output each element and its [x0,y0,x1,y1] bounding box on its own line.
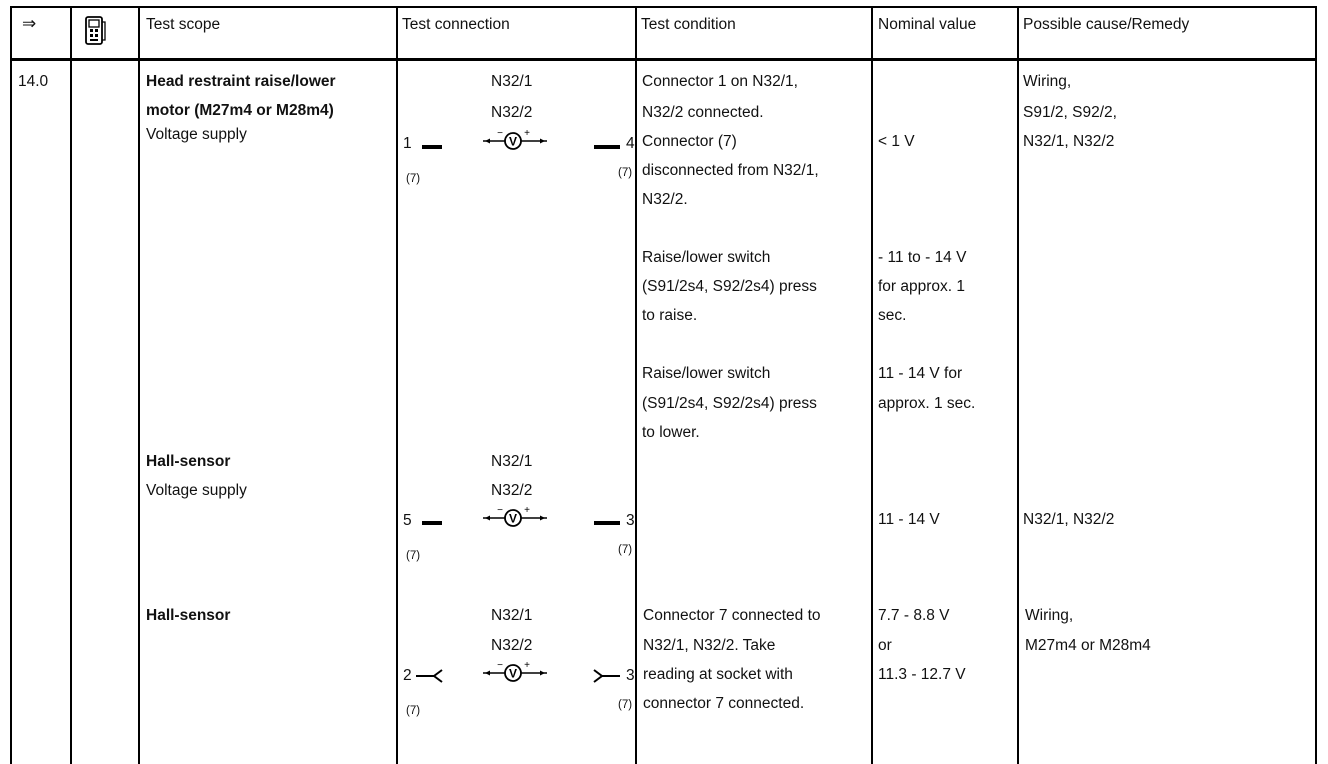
nominal-line: for approx. 1 [878,278,966,295]
pin-right: 3 [626,667,635,684]
cause-line: M27m4 or M28m4 [1025,637,1151,654]
socket-right-symbol [592,668,622,684]
col-border-2 [138,6,140,764]
voltmeter-minus: − [497,662,503,671]
scope-subtitle: Voltage supply [146,126,247,143]
nominal-line: 7.7 - 8.8 V [878,607,950,624]
pin-left-wire [422,145,442,149]
cond-line: Raise/lower switch [642,249,771,266]
nominal-line: 11 - 14 V for [878,365,963,382]
nominal-line: or [878,637,892,654]
voltmeter-symbol [483,130,547,152]
tester-icon [84,16,106,46]
voltmeter-plus: + [524,662,530,671]
cond-line: Connector (7) [642,133,737,150]
scope-title-line2: motor (M27m4 or M28m4) [146,102,334,119]
step-number: 14.0 [18,73,49,90]
voltmeter-symbol [483,662,547,684]
scope-subtitle: Voltage supply [146,482,247,499]
voltmeter-plus: + [524,130,530,139]
conn-label-2: N32/2 [491,637,533,654]
table-top-border [10,6,1317,8]
col-border-3 [396,6,398,764]
pin-left-connector: (7) [406,173,421,185]
voltmeter-v: V [508,511,518,526]
voltmeter-minus: − [497,507,503,516]
cond-line: disconnected from N32/1, [642,162,819,179]
cond-line: Connector 1 on N32/1, [642,73,798,90]
pin-right-connector: (7) [618,544,633,556]
cause-line: S91/2, S92/2, [1023,104,1117,121]
voltmeter-plus: + [524,507,530,516]
conn-label-1: N32/1 [491,453,533,470]
cause-line: Wiring, [1023,73,1072,90]
pin-left: 1 [403,135,412,152]
col-border-6 [1017,6,1019,764]
nominal-value: 11 - 14 V [878,511,940,528]
arrow-icon: ⇒ [22,14,37,33]
nominal-line: - 11 to - 14 V [878,249,967,266]
cause-line: N32/1, N32/2 [1023,133,1115,150]
cond-line: reading at socket with [643,666,793,683]
conn-label-1: N32/1 [491,73,533,90]
cond-line: (S91/2s4, S92/2s4) press [642,395,817,412]
header-possible-cause: Possible cause/Remedy [1023,16,1190,33]
cause-value: N32/1, N32/2 [1023,511,1115,528]
header-test-scope: Test scope [146,16,221,33]
conn-label-2: N32/2 [491,104,533,121]
col-border-4 [635,6,637,764]
header-nominal-value: Nominal value [878,16,977,33]
nominal-line: approx. 1 sec. [878,395,976,412]
conn-label-1: N32/1 [491,607,533,624]
pin-left-wire [422,521,442,525]
cause-line: Wiring, [1025,607,1074,624]
header-test-connection: Test connection [402,16,510,33]
voltmeter-symbol [483,507,547,529]
pin-right-connector: (7) [618,699,633,711]
nominal-value: < 1 V [878,133,915,150]
conn-label-2: N32/2 [491,482,533,499]
scope-title: Hall-sensor [146,607,231,624]
pin-left: 2 [403,667,412,684]
pin-left: 5 [403,512,412,529]
scope-title: Hall-sensor [146,453,231,470]
cond-line: N32/2. [642,191,688,208]
voltmeter-v: V [508,666,518,681]
header-separator [10,58,1317,61]
col-border-7 [1315,6,1317,764]
col-border-1 [70,6,72,764]
pin-right-connector: (7) [618,167,633,179]
cond-line: to lower. [642,424,700,441]
pin-left-connector: (7) [406,550,421,562]
cond-line: Raise/lower switch [642,365,771,382]
pin-right: 4 [626,135,635,152]
nominal-line: sec. [878,307,907,324]
cond-line: to raise. [642,307,698,324]
cond-line: Connector 7 connected to [643,607,821,624]
col-border-5 [871,6,873,764]
pin-right-wire [594,145,620,149]
cond-line: connector 7 connected. [643,695,805,712]
scope-title-line1: Head restraint raise/lower [146,73,336,90]
cond-line: (S91/2s4, S92/2s4) press [642,278,817,295]
col-border-0 [10,6,12,764]
nominal-line: 11.3 - 12.7 V [878,666,966,683]
cond-line: N32/1, N32/2. Take [643,637,776,654]
pin-left-connector: (7) [406,705,421,717]
cond-line: N32/2 connected. [642,104,764,121]
pin-right: 3 [626,512,635,529]
socket-left-symbol [416,668,446,684]
voltmeter-v: V [508,134,518,149]
header-test-condition: Test condition [641,16,736,33]
voltmeter-minus: − [497,130,503,139]
pin-right-wire [594,521,620,525]
